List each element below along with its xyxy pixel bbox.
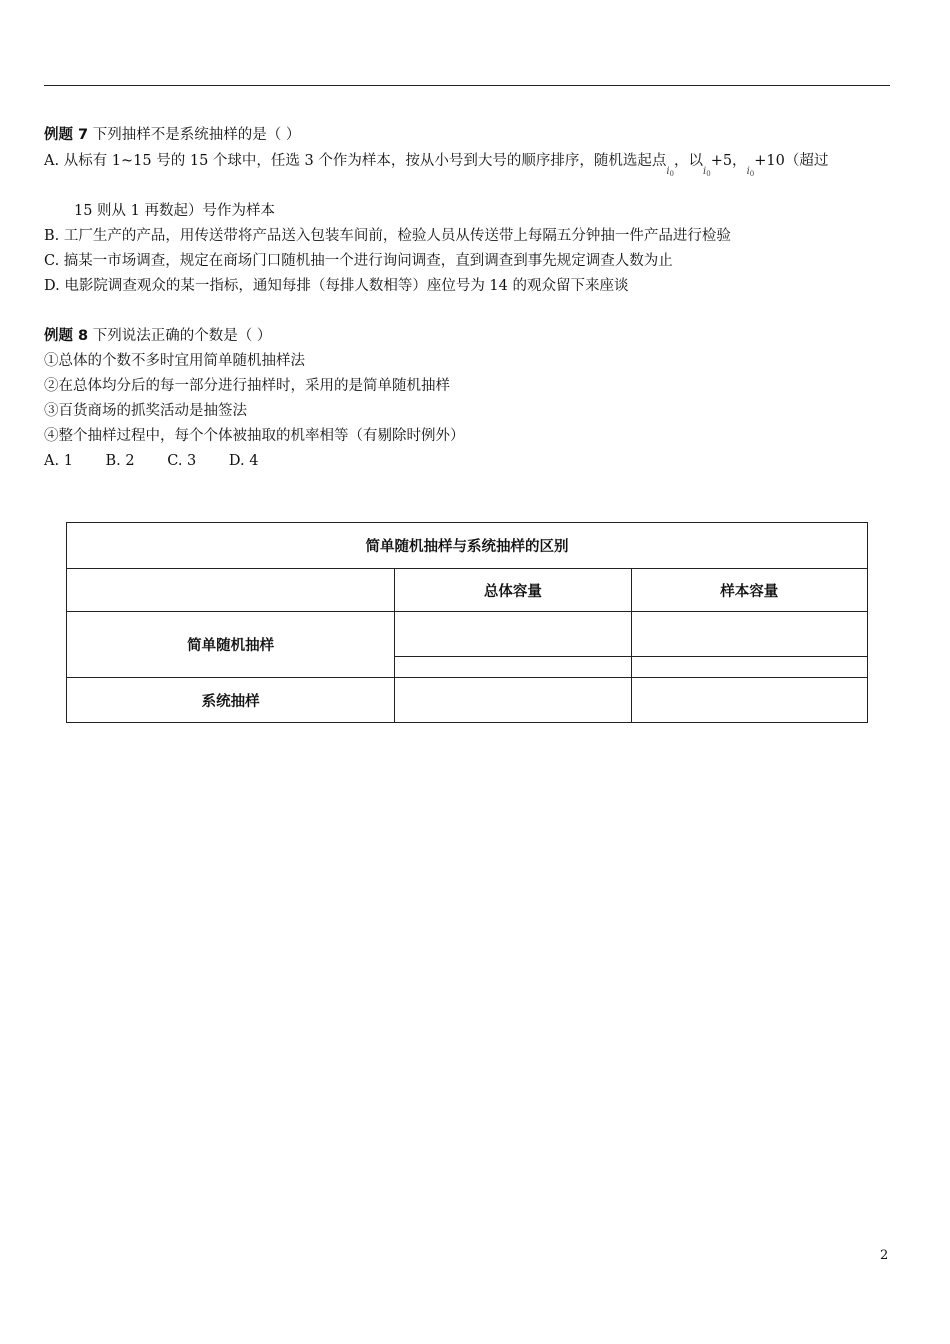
example-7-label: 例题 7 bbox=[44, 127, 89, 143]
example-8-question-line bbox=[44, 325, 271, 347]
header-rule bbox=[44, 85, 890, 86]
cell-simple-sample bbox=[631, 612, 867, 657]
example-7-question-line bbox=[44, 124, 300, 146]
choice-d: D. 4 bbox=[228, 453, 259, 469]
choice-a: A. 1 bbox=[44, 453, 73, 469]
statement-3: ③百货商场的抓奖活动是抽签法 bbox=[44, 403, 247, 419]
example-7-option-d: D. 电影院调查观众的某一指标，通知每排（每排人数相等）座位号为 14 的观众留下来座谈 bbox=[44, 278, 629, 294]
example-7-option-c: C. 搞某一市场调查，规定在商场门口随机抽一个进行询问调查，直到调查到事先规定调查人数为止 bbox=[44, 253, 673, 269]
example-7-option-b: B. 工厂生产的产品，用传送带将产品送入包装车间前，检验人员从传送带上每隔五分钟抽一件产品进行检验 bbox=[44, 228, 731, 244]
example-7-question: 下列抽样不是系统抽样的是（ ） bbox=[92, 127, 301, 143]
statement-2: ②在总体均分后的每一部分进行抽样时，采用的是简单随机抽样 bbox=[44, 378, 450, 394]
table-header-population-size: 总体容量 bbox=[395, 569, 631, 612]
table-header-empty bbox=[67, 569, 395, 612]
example-8-choices bbox=[44, 450, 286, 472]
row-label-simple-random: 简单随机抽样 bbox=[67, 612, 395, 678]
cell-simple-population bbox=[395, 612, 631, 657]
table-title: 简单随机抽样与系统抽样的区别 bbox=[67, 523, 868, 569]
statement-4: ④整个抽样过程中，每个个体被抽取的机率相等（有剔除时例外） bbox=[44, 428, 465, 444]
comparison-table bbox=[66, 522, 868, 723]
choice-b: B. 2 bbox=[105, 453, 135, 469]
cell-systematic-sample bbox=[631, 678, 867, 723]
statement-1: ①总体的个数不多时宜用简单随机抽样法 bbox=[44, 353, 305, 369]
row-label-systematic: 系统抽样 bbox=[67, 678, 395, 723]
choice-c: C. 3 bbox=[167, 453, 197, 469]
table-header-sample-size: 样本容量 bbox=[631, 569, 867, 612]
example-7-option-a-continued: 15 则从 1 再数起）号作为样本 bbox=[74, 203, 276, 219]
cell-systematic-population bbox=[395, 678, 631, 723]
page-number: 2 bbox=[880, 1248, 889, 1263]
cell-simple-sample-2 bbox=[631, 657, 867, 678]
example-7-option-a: A. 从标有 1~15 号的 15 个球中，任选 3 个作为样本，按从小号到大号的顺序排序，随机选起点$_{i0}$，以$_{i0}$+5，$_{i0}$+10（超过 bbox=[44, 153, 829, 178]
cell-simple-population-2 bbox=[395, 657, 631, 678]
example-8-label: 例题 8 bbox=[44, 328, 89, 344]
example-8-question: 下列说法正确的个数是（ ） bbox=[92, 328, 272, 344]
